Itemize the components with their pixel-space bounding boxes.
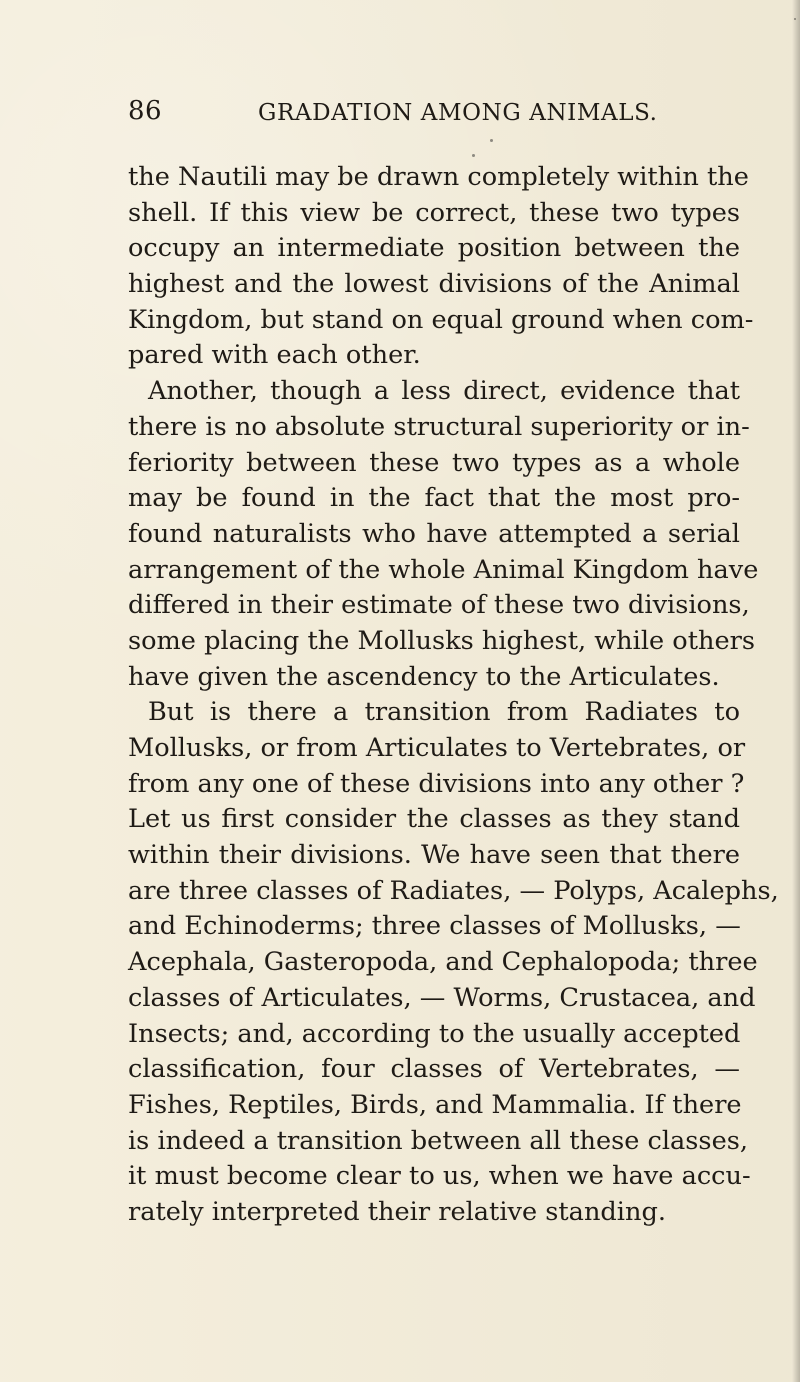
page-header — [128, 98, 736, 142]
text-line: and Echinoderms; three classes of Mollusks, — — [128, 911, 741, 942]
text-line: have given the ascendency to the Articulates. — [128, 661, 720, 692]
text-line: within their divisions. We have seen that there — [128, 840, 740, 871]
text-line: it must become clear to us, when we have accu- — [128, 1161, 751, 1192]
print-speck — [490, 139, 493, 142]
text-line: pared with each other. — [128, 340, 421, 371]
print-speck — [472, 154, 475, 157]
text-line: Another, though a less direct, evidence that — [148, 376, 740, 407]
text-line: classification, four classes of Vertebrates, — — [128, 1054, 740, 1085]
text-line: is indeed a transition between all these classes, — [128, 1125, 748, 1156]
text-line: Insects; and, according to the usually accepted — [128, 1018, 741, 1049]
text-line: some placing the Mollusks highest, while others — [128, 625, 755, 656]
text-line: the Nautili may be drawn completely within the — [128, 162, 749, 192]
text-line: Let us first consider the classes as they stand — [128, 804, 740, 835]
running-head: GRADATION AMONG ANIMALS. — [258, 100, 658, 126]
text-line: Mollusks, or from Articulates to Vertebrates, or — [128, 733, 746, 763]
text-line: differed in their estimate of these two divisions, — [128, 590, 750, 621]
text-line: feriority between these two types as a whole — [128, 447, 740, 478]
body-text — [128, 160, 779, 1231]
text-line: occupy an intermediate position between the — [128, 233, 740, 264]
text-line: arrangement of the whole Animal Kingdom have — [128, 554, 759, 585]
text-line: highest and the lowest divisions of the Animal — [128, 269, 740, 300]
page-number: 86 — [128, 96, 163, 126]
text-line: there is no absolute structural superiority or in- — [128, 411, 750, 442]
text-line: Acephala, Gasteropoda, and Cephalopoda; three — [128, 947, 758, 978]
text-line: from any one of these divisions into any other ? — [128, 768, 745, 799]
text-line: Kingdom, but stand on equal ground when com- — [128, 304, 754, 335]
text-line: may be found in the fact that the most pro- — [128, 483, 740, 514]
text-line: found naturalists who have attempted a serial — [128, 518, 740, 549]
page-edge-shadow — [792, 0, 800, 1382]
text-line: classes of Articulates, — Worms, Crustacea, and — [128, 982, 756, 1013]
text-line: are three classes of Radiates, — Polyps, Acalephs, — [128, 875, 779, 906]
text-line: But is there a transition from Radiates to — [148, 697, 740, 728]
text-line: Fishes, Reptiles, Birds, and Mammalia. If there — [128, 1089, 742, 1120]
print-speck — [794, 18, 796, 20]
text-line: shell. If this view be correct, these two types — [128, 197, 740, 228]
text-line: rately interpreted their relative standing. — [128, 1196, 666, 1227]
